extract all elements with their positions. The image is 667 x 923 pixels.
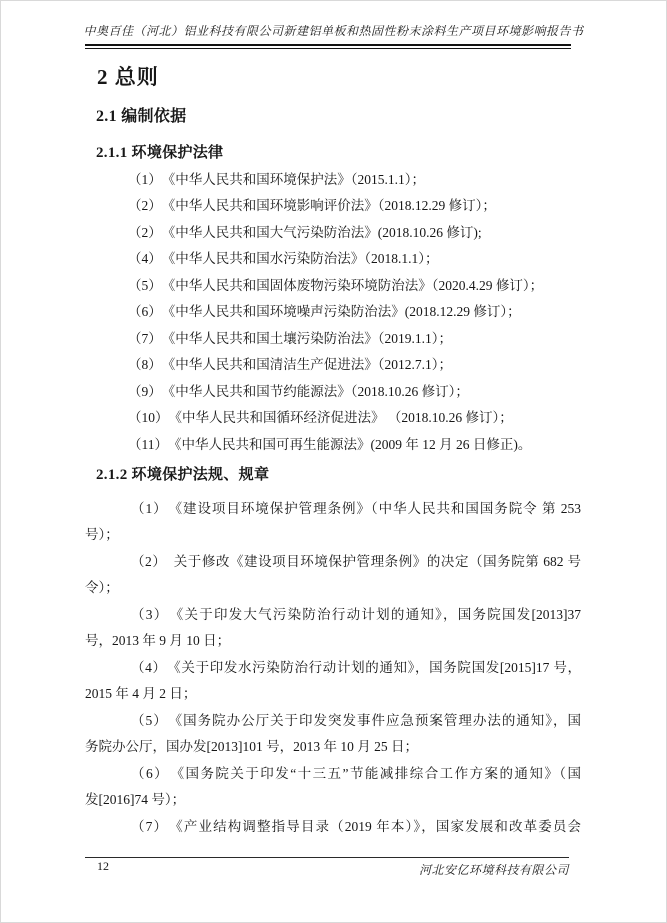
chapter-title: 2 总则: [97, 64, 159, 89]
regulation-list: [85, 496, 581, 840]
regulation-line: 号，2013 年 9 月 10 日；: [85, 632, 231, 648]
regulation-line: 2015 年 4 月 2 日；: [85, 685, 197, 701]
regulation-line: 务院办公厅，国办发[2013]101 号，2013 年 10 月 25 日；: [85, 738, 418, 754]
regulation-line: （2） 关于修改《建设项目环境保护管理条例》的决定（国务院第 682 号: [131, 554, 581, 569]
law-item: （9） 《中华人民共和国节约能源法》（2018.10.26 修订）；: [128, 383, 469, 399]
subsection-1-title: 2.1.1 环境保护法律: [96, 144, 224, 161]
section-title: 2.1 编制依据: [96, 107, 187, 125]
regulation-line: （1） 《建设项目环境保护管理条例》（中华人民共和国国务院令 第 253: [131, 501, 581, 516]
regulation-item: [85, 602, 581, 653]
law-item: （2） 《中华人民共和国大气污染防治法》(2018.10.26 修订);: [128, 224, 482, 240]
law-item: （8） 《中华人民共和国清洁生产促进法》（2012.7.1）；: [128, 357, 452, 372]
law-item: （5） 《中华人民共和国固体废物污染环境防治法》（2020.4.29 修订）；: [128, 277, 544, 293]
regulation-item: [85, 708, 581, 759]
law-list: [85, 167, 581, 459]
law-item: （10） 《中华人民共和国循环经济促进法》 （2018.10.26 修订）；: [128, 410, 513, 425]
law-item: （4） 《中华人民共和国水污染防治法》（2018.1.1）；: [128, 251, 439, 266]
page-number: 12: [97, 859, 109, 873]
regulation-item: [85, 549, 581, 600]
law-item: （2） 《中华人民共和国环境影响评价法》（2018.12.29 修订）；: [128, 198, 496, 213]
regulation-line: （3） 《关于印发大气污染防治行动计划的通知》，国务院国发[2013]37: [131, 607, 581, 622]
regulation-item: [85, 655, 581, 706]
document-body: [1, 65, 666, 840]
subsection-2-title: 2.1.2 环境保护法规、规章: [96, 467, 270, 483]
regulation-line: （7） 《产业结构调整指导目录（2019 年本）》，国家发展和改革委员会: [131, 819, 581, 834]
regulation-line: 发[2016]74 号）；: [85, 791, 186, 807]
footer-rule: [85, 857, 569, 858]
law-item: （7） 《中华人民共和国土壤污染防治法》（2019.1.1）；: [128, 330, 452, 346]
footer-row: [85, 859, 569, 877]
regulation-line: （5） 《国务院办公厅关于印发突发事件应急预案管理办法的通知》，国: [131, 713, 581, 728]
law-item: （1） 《中华人民共和国环境保护法》（2015.1.1）；: [128, 171, 425, 187]
header-rule: [85, 44, 571, 49]
regulation-line: （6） 《国务院关于印发“十三五”节能减排综合工作方案的通知》（国: [131, 766, 581, 781]
regulation-item: [85, 761, 581, 812]
regulation-item: [85, 814, 581, 840]
regulation-item: [85, 496, 581, 547]
header-title: 中奥百佳（河北）铝业科技有限公司新建铝单板和热固性粉末涂料生产项目环境影响报告书: [83, 24, 584, 38]
running-header: [1, 24, 666, 49]
regulation-line: 号）；: [85, 526, 119, 542]
law-item: （6） 《中华人民共和国环境噪声污染防治法》(2018.12.29 修订）；: [128, 304, 521, 319]
regulation-line: （4） 《关于印发水污染防治行动计划的通知》，国务院国发[2015]17 号，: [131, 660, 581, 675]
header-rule-thin: [85, 48, 571, 49]
regulation-line: 令）；: [85, 579, 119, 595]
header-rule-thick: [85, 44, 571, 46]
footer-company-name: 河北安亿环境科技有限公司: [418, 863, 569, 877]
law-item: （11） 《中华人民共和国可再生能源法》(2009 年 12 月 26 日修正)。: [128, 436, 532, 452]
running-footer: [85, 857, 569, 877]
